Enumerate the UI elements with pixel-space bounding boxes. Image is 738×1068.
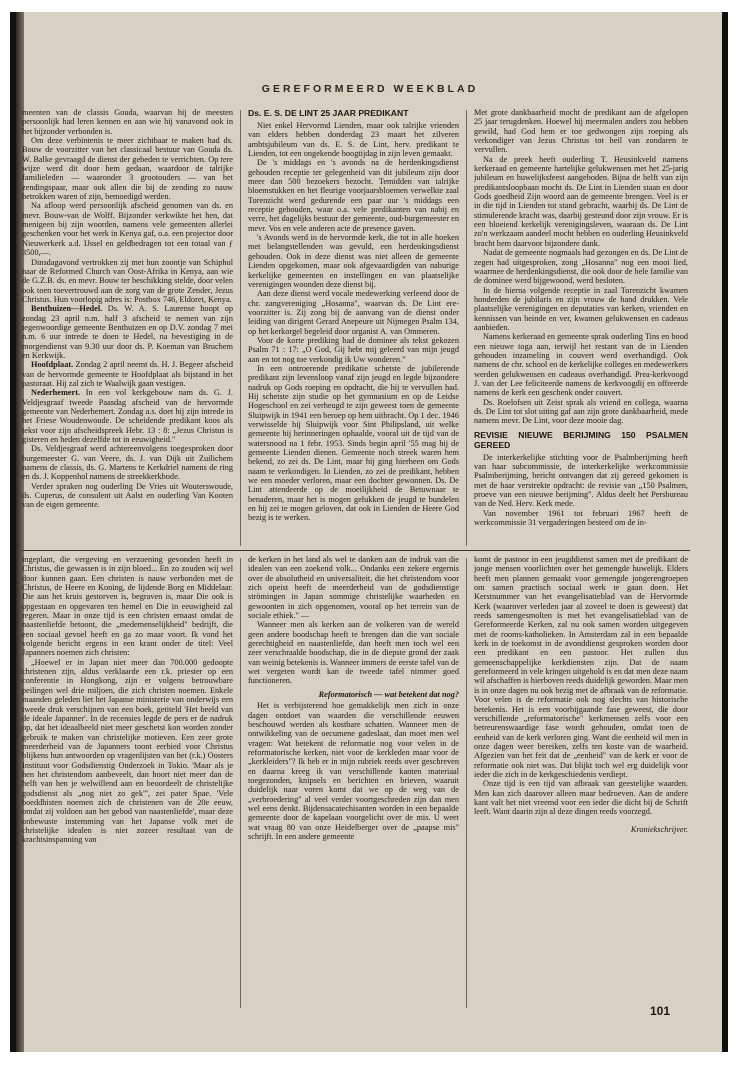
column-divider — [466, 110, 467, 546]
paragraph: Aan deze dienst werd vocale medewerking verleend door de chr. zangvereniging „Hosanna", waarvan ds. De Lint ere-voorzitter is. Zij zong bij de aanvang van de dienst onder leiding van dirigent Gerard Anepeure uit Nijmegen Psalm 134, op het kerkorgel begeleid door organist A. van Ommeren. — [248, 289, 459, 336]
bottom-column-1 — [22, 555, 233, 1015]
paragraph: Om deze verbintenis te meer zichtbaar te maken had ds. Bouw de voorzitter van het classicaal bestuur van Gouda ds. W. Balke gevraagd de dienst der gebeden te verrichten. Op tere wijze werd dit door hem gedaan, waardoor de talrijke familieleden — waaronder 3 grootouders — van het zendingspaar, maar ook allen die bij de zending zo nauw betrokken waren of zijn, bemoedigd werden. — [22, 136, 233, 202]
article-heading: Ds. E. S. DE LINT 25 JAAR PREDIKANT — [248, 108, 409, 118]
top-column-3 — [474, 108, 688, 548]
paragraph: komt de pastoor in een jeugddienst samen met de predikant de jonge mensen voorlichten over het gemengde huwelijk. Elders heeft men plannen gemaakt voor gemengde jongerengroepen om samen practisch sociaal werk te gaan doen. Het Kerstnummer van het evangelisatieblad van de Hervormde Kerk (waarover verleden jaar al zoveel te doen is geweest) dat reeds samengesmolten is met het evangelisatieblad van de Gereformeerde Kerken, zal nu ook samen worden uitgegeven met de rooms-katholieken. In Amsterdam zal in een bepaalde kerk in de toekomst in de avonddienst gesproken worden door een predikant en een pastoor. Het zullen dus gemeenschappelijke kerkdiensten zijn. Dat de naam gereformeerd in vele kringen uitgehold is en dat men deze naam wil afschaffen is hierboven reeds duidelijk geworden. Maar men is in onze dagen nu ook bezig met de afbraak van de reformatie. Voor velen is de reformatie ook nog slechts van historische betekenis. Het is een voorbijgaande fase geweest, die door verschillende „reformatorische" kerkmensen zelfs voor een betreurenswaardige fase wordt gehouden, omdat toen de eenheid van de kerk verloren ging. Want die eenheid wil men in onze dagen weer bereiken, zelfs ten koste van de waarheid. Afgezien van het feit dat de „eenheid" van de kerk er voor de reformatie ook niet was. Dat blijkt toch wel erg duidelijk voor ieder die zich in de kerkgeschiedenis verdiept. — [474, 555, 688, 779]
paragraph: Wanneer men als kerken aan de volkeren van de wereld geen andere boodschap heeft te brengen dan die van sociale gerechtigheid en naastenliefde, dan heeft men toch wel een zeer verschraalde boodschap, die in de diepste grond der zaak van weinig betekenis is. Wanneer immers de eerste tafel van de wet vergeten wordt kan de tweede tafel nimmer goed functioneren. — [248, 620, 459, 686]
paragraph: Dinsdagavond vertrokken zij met hun zoontje van Schiphol naar de Reformed Church van Oost-Afrika in Kenya, aan wie de G.Z.B. ds. en mevr. Bouw ter beschikking stelde, door velen ook toen toevertrouwd aan de zorg van de grote Zender, Jezus Christus. Hun voorlopig adres is: Postbox 746, Eldoret, Kenya. — [22, 257, 233, 304]
article-heading: REVISIE NIEUWE BERIJMING 150 PSALMEN GEREED — [474, 429, 688, 450]
top-column-1 — [22, 108, 233, 548]
paragraph: Verder spraken nog ouderling De Vries uit Wouterswoude, ds. Cuperus, de consulent uit Aalst en ouderling Van Kooten van de eigen gemeente. — [22, 481, 233, 510]
paragraph: Ds. Veldjesgraaf werd achtereenvolgens toegesproken door burgemeester G. van Veere, ds. J. van Dijk uit Zuilichem namens de classis, ds. G. Martens te Kerkdriel namens de ring en ds. J. Koppenhol namens de streekkerkbode. — [22, 444, 233, 482]
paragraph: Na afloop werd persoonlijk afscheid genomen van ds. en mevr. Bouw-van de Wolff. Bijzonder verkwikte het hen, dat menigeen bij zijn woorden, namens vele gemeenten allerlei geschenken voor het werk in Kenya gaf, o.a. een projector door Nieuwerkerk a.d. IJssel en geldbedragen tot een totaal van ƒ 3500,—. — [22, 201, 233, 258]
paragraph: Nadat de gemeente nogmaals had gezongen en ds. De Lint de zegen had uitgesproken, zong „Hosanna" nog een mooi lied, waarmee de herdenkingsdienst, die ook door de hele familie van de dominee werd bijgewoond, werd besloten. — [474, 248, 688, 286]
paragraph-text: Zondag 2 april neemt ds. H. J. Begeer afscheid van de hervormde gemeente te Hoofdplaat als bijstand in het pastoraat. Hij zal zich te Waalwijk gaan vestigen. — [22, 360, 233, 388]
section-divider — [22, 550, 690, 551]
page-number: 101 — [650, 1004, 671, 1018]
paragraph: Na de preek heeft ouderling T. Heusinkveld namens kerkeraad en gemeente hartelijke gelukwensen met het 25-jarig jubileum en huwelijksfeest aangeboden. Bijna de helft van zijn predikantsloopbaan mocht ds. De Lint in Lienden staan en door Gods goedheid Zijn woord aan de gemeente brengen. Veel is er in die tijd in Lienden tot stand gebracht, waarbij ds. De Lint de stimulerende kracht was, daarbij gesteund door zijn vrouw. Er is een bloeiend kerkelijk verenigingsleven, waaraan ds. De Lint zo'n werkzaam aandeel mocht hebben en ouderling Heusinkveld bracht hem daarvoor bijzondere dank. — [474, 154, 688, 248]
paragraph — [22, 304, 233, 360]
paragraph: Niet enkel Hervormd Lienden, maar ook talrijke vrienden van elders hebben donderdag 23 maart het zilveren ambtsjubileum van ds. E. S. de Lint, herv. predikant te Lienden, tot een ongekende hoogtijdag in zijn leven gemaakt. — [248, 121, 459, 159]
paragraph-text: In een vol kerkgebouw nam ds. G. J. Veldjesgraaf tweede Paasdag afscheid van de hervormde gemeente van Nederhemert. Zondag a.s. doet hij zijn intrede in het Friese Woudenwoude. De scheidende predikant koos als tekst voor zijn afscheidspreek Hebr. 13 : 8: „Jezus Christus is gisteren en heden dezelfde tot in eeuwigheid." — [22, 388, 233, 445]
paragraph: „Hoewel er in Japan niet meer dan 700.000 gedoopte christenen zijn, aldus verklaarde een r.k. priester op een conferentie in Hongkong, zijn er volgens betrouwbare peilingen wel drie miljoen, die zich christen noemen. Enkele maanden geleden liet het Japanse ministerie van onderwijs een tweede druk verschijnen van een boek, getiteld 'Het beeld van de ideale Japanner'. In de recensies legde de pers er de nadruk op, dat het ideaalbeeld niet meer geschetst kon worden zonder gebruik te maken van christelijke motieven. Een zeer grote meerderheid van de Japanners toont eerbied voor Christus blijkens hun antwoorden op vragenlijsten van het (r.k.) Oosters Instituut voor Godsdienstig Onderzoek in Tokio. 'Maar als je hen het christendom aanbeveelt, dan hoort niet meer dan de helft van hen je welwillend aan en beoordeelt de christelijke godsdienst als „nog niet zo gek"', zei pater Spae. 'Vele boeddhisten noemen zich de christenen van de 20e eeuw, omdat zij voldoen aan het gebod van naastenliefde', maar deze onbewuste instemming van het Japanse volk met de christelijke idealen is niet zozeer resultaat van de krachtsinspanning van — [22, 657, 233, 845]
page-header: GEREFORMEERD WEEKBLAD — [261, 83, 479, 95]
paragraph: meenten van de classis Gouda, waarvan hij de meesten persoonlijk had leren kennen en aan wie hij vanavond ook in het bijzonder verbonden is. — [22, 108, 233, 136]
paragraph: De 's middags en 's avonds na de herdenkingsdienst gehouden receptie ter gelegenheid van dit jubileum zijn door meer dan 500 bezoekers bezocht. Temidden van talrijke bloemstukken en het fleurige voorjaarsbloemen verwelkte zaal Torenzicht werd gedurende een paar uur 's middags een receptie gehouden, waar o.a. vele predikanten van nabij en verre, het dagelijks bestuur der gemeente, oud-burgemeester en mevr. Vos en vele anderen acte de presence gaven. — [248, 158, 459, 233]
paragraph: In een ontroerende predikatie schetste de jubilerende predikant zijn levensloop vanaf zijn jeugd en legde bijzondere nadruk op Gods roeping en opdracht, die hij te vervullen had. Hij schetste zijn studie op het gymnasium en op de Leidse Hogeschool en zei verheugd te zijn geweest toen de gemeente Sluipwijk in 1941 een beroep op hem uitbracht. Op 1 dec. 1946 verwisselde hij Sluipwijk voor Sint Philipsland, uit welke gemeente hij herinneringen ophaalde, vooral uit de tijd van de watersnood na 1 febr. 1953. Sinds begin april '55 mag hij de gemeente Lienden dienen. Gemeente noch streek waren hem bekend, zo zei ds. De Lint, maar hij ging hierheen om Gods naam te verkondigen. In Lienden, zo zei de predikant, hebben we een moeder verloren, maar een dochter gewonnen. Ds. De Lint attendeerde op de moeilijkheid de Betuwnaar te benaderen, maar het is mogen gelukken de jeugd te bundelen en hij zei te mogen geloven, dat ook in Lienden de Heere God bezig is te werken. — [248, 363, 459, 523]
top-article-block — [22, 108, 697, 548]
paragraph: Het is verbijsterend hoe gemakkelijk men zich in onze dagen ontdoet van waarden die verschillende eeuwen beschouwd werden als kostbare schatten. Wanneer men de ontwikkeling van de oecumene gadeslaat, dan moet men wel vragen: Wat betekent de reformatie nog voor velen in de reformatorische kerken, niet voor de kerkleden maar voor de „kerkleiders"? Ik heb er in mijn rubriek reeds over geschreven en daarna kreeg ik van verschillende kanten materiaal toegezonden, knipsels en berichten en brieven, waaruit duidelijk naar voren komt dat we op de weg van de „verbroedering" al veel verder voortgeschreden zijn dan men wel eens denkt. Bijdensacatechisanten worden in een bepaalde gemeente door de kapelaan voorgelicht over de mis. U weet wat vraag 80 van onze Heidelberger over de „paapse mis" schrijft. In een andere gemeente — [248, 701, 459, 841]
paragraph: Ds. Roelofsen uit Zeist sprak als vriend en collega, waarna ds. De Lint tot slot uiting gaf aan zijn grote dankbaarheid, mede namens mevr. De Lint, voor deze mooie dag. — [474, 397, 688, 426]
bottom-column-3 — [474, 555, 688, 1015]
paragraph: Van november 1961 tot februari 1967 heeft de werkcommissie 31 vergaderingen besteed om de in- — [474, 508, 688, 528]
author-signature: Kroniekschrijver. — [630, 824, 688, 834]
article-subheading — [248, 690, 459, 699]
paragraph: Voor de korte prediking had de dominee als tekst gekozen Psalm 71 : 17: „O God, Gij hebt mij geleerd van mijn jeugd aan en tot nog toe verkondig ik Uw wonderen." — [248, 335, 459, 364]
paragraph: Met grote dankbaarheid mocht de predikant aan de afgelopen 25 jaar terugdenken. Hoewel hij meermalen anders zou hebben gewild, had God hem er toe gedwongen zijn roeping als verkondiger van Jezus Christus tot heil van zondaren te vervullen. — [474, 108, 688, 155]
bottom-article-block — [22, 555, 697, 1015]
column-divider — [240, 110, 241, 546]
paragraph: de kerken in het land als wel te danken aan de indruk van die idealen van een zoekend volk... Ondanks een zekere ergernis over de absolutheid en universaliteit, die het christendom voor zich opeist heeft de meerderheid van de godsdienstige strömingen in Japan sommige christelijke waarheden en gewoonten in zich opgenomen, vooral op het terrein van de sociale ethiek." — — [248, 555, 459, 621]
paragraph: ingeplant, die vergeving en verzoening gevonden heeft in Christus, die gewassen is in zijn bloed... En zo zouden wij wel door kunnen gaan. Een christen is nauw verbonden met de Christus, de Heere en Koning, de lijdende Borg en Middelaar. Die aan het kruis gestorven is, begraven is, maar Die ook is opgestaan en opgevaren ten hemel en Die in eeuwigheid zal regeren. Maar in onze tijd is een christen ernaast omdat de naastenliefde betoont, die „medemenselijkheid" bedrijft, die een sociaal gevoel heeft en ga zo maar voort. Ik vond het volgende bericht ergens in een krant onder de titel: Veel Japanners noemen zich christen: — [22, 555, 233, 658]
place-name-lead: Hoofdplaat. — [31, 360, 74, 370]
subheading-text: Reformatorisch — wat betekent dat nog? — [318, 689, 459, 699]
paragraph: Namens kerkeraad en gemeente sprak ouderling Tins en bood een nieuwe toga aan, terwijl het restant van de in Lienden gehouden inzameling in couvert werd overhandigd. Ook namens de chr. school en de kerkelijke colleges en medewerkers werden gelukwensen en cadeaus overhandigd. Prea-kerkvoogd J. van der Lee feliciteerde namens de kerkvoogdij en offreerde namens de kerk een geschenk onder couvert. — [474, 332, 688, 398]
top-column-2 — [248, 108, 459, 548]
paragraph — [22, 360, 233, 388]
paragraph-text: Ds. W. A. S. Laurense hoopt op zondag 23 april n.m. half 3 afscheid te nemen van zijn tegenwoordige gemeente Benthuizen en op D.V. zondag 7 mei n.m. 6 uur intrede te doen te Hedel, na bevestiging in de morgendienst van 9.30 uur door ds. P. Koeman van Bruchem en Kerkwijk. — [22, 304, 233, 360]
paragraph: In de hierna volgende receptie in zaal Torenzicht kwamen honderden de jubilaris en zijn vrouw de hand drukken. Vele plaatselijke verenigingen en deputaties van kerken, vrienden en kennissen van heinde en ver, kwamen gelukwensen en cadeaus aanbieden. — [474, 285, 688, 332]
paragraph: Onze tijd is een tijd van afbraak van geestelijke waarden. Men kan zich daarover alleen maar bedroeven. Aan de andere kant valt het niet vreemd voor een ieder die dicht bij de Schrift leeft. Want daarin zijn al deze dingen reeds voorzegd. — [474, 779, 688, 817]
paragraph — [22, 388, 233, 444]
place-name-lead: Benthuizen—Hedel. — [31, 304, 103, 314]
paragraph: De interkerkelijke stichting voor de Psalmberijming heeft van haar subcommissie, de interkerkelijke werkcommissie Psalmberijming, bericht ontvangen dat zij gereed gekomen is met de haar verstrekte opdracht: de revisie van „150 Psalmen, proeve van een nieuwe berijming". Aldus deelt het Persbureau van de Ned. Herv. Kerk mede. — [474, 452, 688, 509]
bottom-column-2 — [248, 555, 459, 1015]
place-name-lead: Nederhemert. — [31, 388, 81, 398]
paragraph: 's Avonds werd in de hervormde kerk, die tot in alle hoeken met belangstellenden was gevuld, een herdenkingsdienst gehouden. Ook in deze dienst was niet alleen de gemeente Lienden opgekomen, maar ook afgevaardigden van naburige kerkelijke gemeenten en instellingen en van plaatselijke verenigingen woonden deze dienst bij. — [248, 233, 459, 289]
